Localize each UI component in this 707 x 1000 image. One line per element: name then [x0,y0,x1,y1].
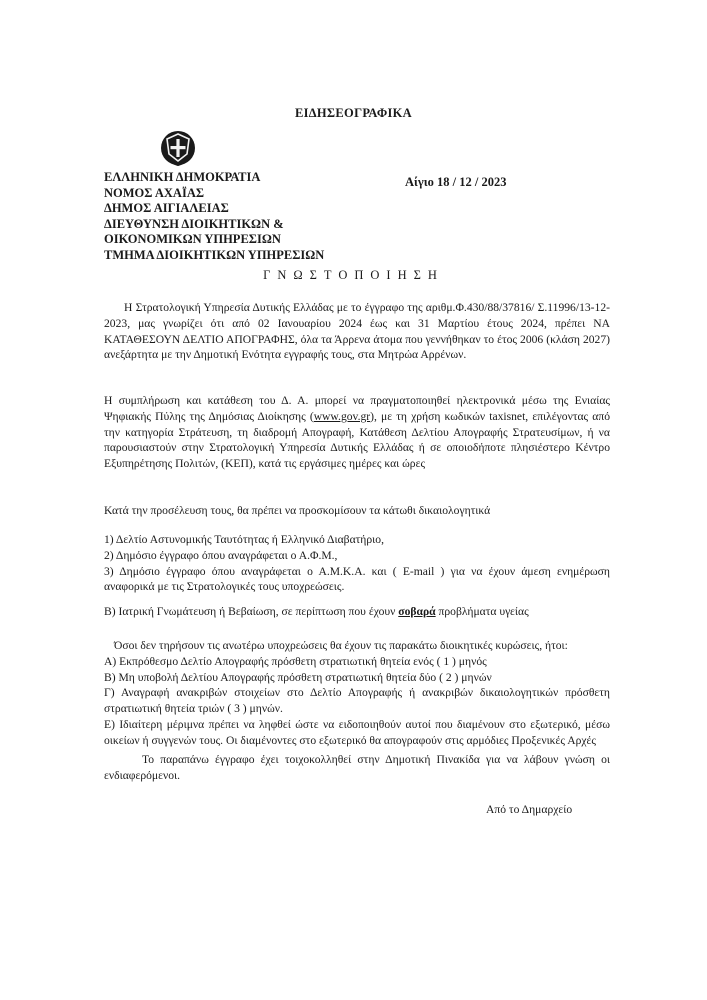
list-item: 2) Δημόσιο έγγραφο όπου αναγράφεται ο Α.Φ.Μ., [104,548,338,562]
list-item: Γ) Αναγραφή ανακριβών στοιχείων στο Δελτίο Απογραφής ή ανακριβών δικαιολογητικών πρόσθετη στρατιωτική θητεία τριών ( 3 ) μηνών. [104,686,610,716]
greek-coat-of-arms-icon [158,128,198,168]
paragraph-submission-text-continued: ), με τη χρήση κωδικών taxisnet, επιλέγοντας από την κατηγορία Στράτευση, τη διαδρομή Απογραφή, Κατάθεση Δελτίου Απογραφής Στρατευσίμων, ή να παρουσιαστούν στην Στρατολογική Υπηρεσία Δυτικής Ελλάδας ή σε οποιοδήποτε πλησιέστερο Κέντρο Εξυπηρέτησης Πολιτών, (ΚΕΠ), κατά τις εργάσιμες ημέρες και ώρες [104,409,610,471]
issuer-line: ΔΙΕΥΘΥΝΣΗ ΔΙΟΙΚΗΤΙΚΩΝ & [104,216,284,231]
sanctions-intro: Όσοι δεν τηρήσουν τις ανωτέρω υποχρεώσεις θα έχουν τις παρακάτω διοικητικές κυρώσεις, ήτοι: [114,639,568,652]
closing-text: Το παραπάνω έγγραφο έχει τοιχοκολληθεί στην Δημοτική Πινακίδα για να λάβουν γνώση οι ενδιαφερόμενοι. [104,753,610,782]
documents-intro: Κατά την προσέλευση τους, θα πρέπει να προσκομίσουν τα κάτωθι δικαιολογητικά [104,504,491,517]
issuer-line: ΤΜΗΜΑ ΔΙΟΙΚΗΤΙΚΩΝ ΥΠΗΡΕΣΙΩΝ [104,247,325,262]
documents-list [104,532,610,595]
list-item: Β) Μη υποβολή Δελτίου Απογραφής πρόσθετη στρατιωτική θητεία δύο ( 2 ) μηνών [104,670,492,684]
top-label: ΕΙΔΗΣΕΟΓΡΑΦΙΚΑ [294,106,413,120]
issuer-line: ΔΗΜΟΣ ΑΙΓΙΑΛΕΙΑΣ [104,201,229,215]
issuer-line: ΝΟΜΟΣ ΑΧΑΪΑΣ [104,185,205,200]
document-date: Αίγιο 18 / 12 / 2023 [405,175,507,189]
sanctions-section [104,638,610,749]
list-item: 3) Δημόσιο έγγραφο όπου αναγράφεται ο Α.Μ.Κ.Α. και ( E-mail ) για να έχουν άμεση ενημέρωση αναφορικά με τις Στρατολογικές τους υποχρεώσεις. [104,564,610,594]
paragraph-submission [104,393,610,472]
gov-gr-link[interactable]: www.gov.gr [313,409,371,423]
issuer-block [104,170,324,263]
list-item: Α) Εκπρόθεσμο Δελτίο Απογραφής πρόσθετη στρατιωτική θητεία ενός ( 1 ) μηνός [104,654,487,668]
list-item: 1) Δελτίο Αστυνομικής Ταυτότητας ή Ελληνικό Διαβατήριο, [104,533,384,546]
signoff: Από το Δημαρχείο [486,803,573,816]
medical-emphasis: σοβαρά [398,605,436,618]
paragraph-submission-text: Η συμπλήρωση και κατάθεση του Δ. Α. μπορεί να πραγματοποιηθεί ηλεκτρονικά μέσω της Ενιαίας Ψηφιακής Πύλης της Δημόσιας Διοίκησης ( [104,394,610,423]
issuer-line: ΕΛΛΗΝΙΚΗ ΔΗΜΟΚΡΑΤΙΑ [104,170,261,184]
medical-requirement [104,604,610,620]
medical-text: Β) Ιατρική Γνωμάτευση ή Βεβαίωση, σε περίπτωση που έχουν [104,605,399,618]
closing-paragraph [104,752,610,784]
issuer-line: ΟΙΚΟΝΟΜΙΚΩΝ ΥΠΗΡΕΣΙΩΝ [104,232,281,246]
list-item: Ε) Ιδιαίτερη μέριμνα πρέπει να ληφθεί ώστε να ειδοποιηθούν αυτοί που διαμένουν στο εξωτερικό, μέσω οικείων ή συγγενών τους. Οι διαμένοντες στο εξωτερικό θα απογραφούν στις αρμόδιες Προξενικές Αρχές [104,717,610,747]
medical-text-end: προβλήματα υγείας [435,605,529,618]
paragraph-notice: Η Στρατολογική Υπηρεσία Δυτικής Ελλάδας με το έγγραφο της αριθμ.Φ.430/88/37816/ Σ.11996/13-12-2023, μας γνωρίζει ότι από 02 Ιανουαρίου 2024 έως και 31 Μαρτίου έτους 2024, πρέπει ΝΑ ΚΑΤΑΘΕΣΟΥΝ ΔΕΛΤΙΟ ΑΠΟΓΡΑΦΗΣ, όλα τα Άρρενα άτομα που γεννήθηκαν το έτος 2006 (κλάση 2027) ανεξάρτητα με την Δημοτική Ενότητα εγγραφής τους, στα Μητρώα Αρρένων. [104,301,610,362]
document-title: ΓΝΩΣΤΟΠΟΙΗΣΗ [263,268,444,282]
